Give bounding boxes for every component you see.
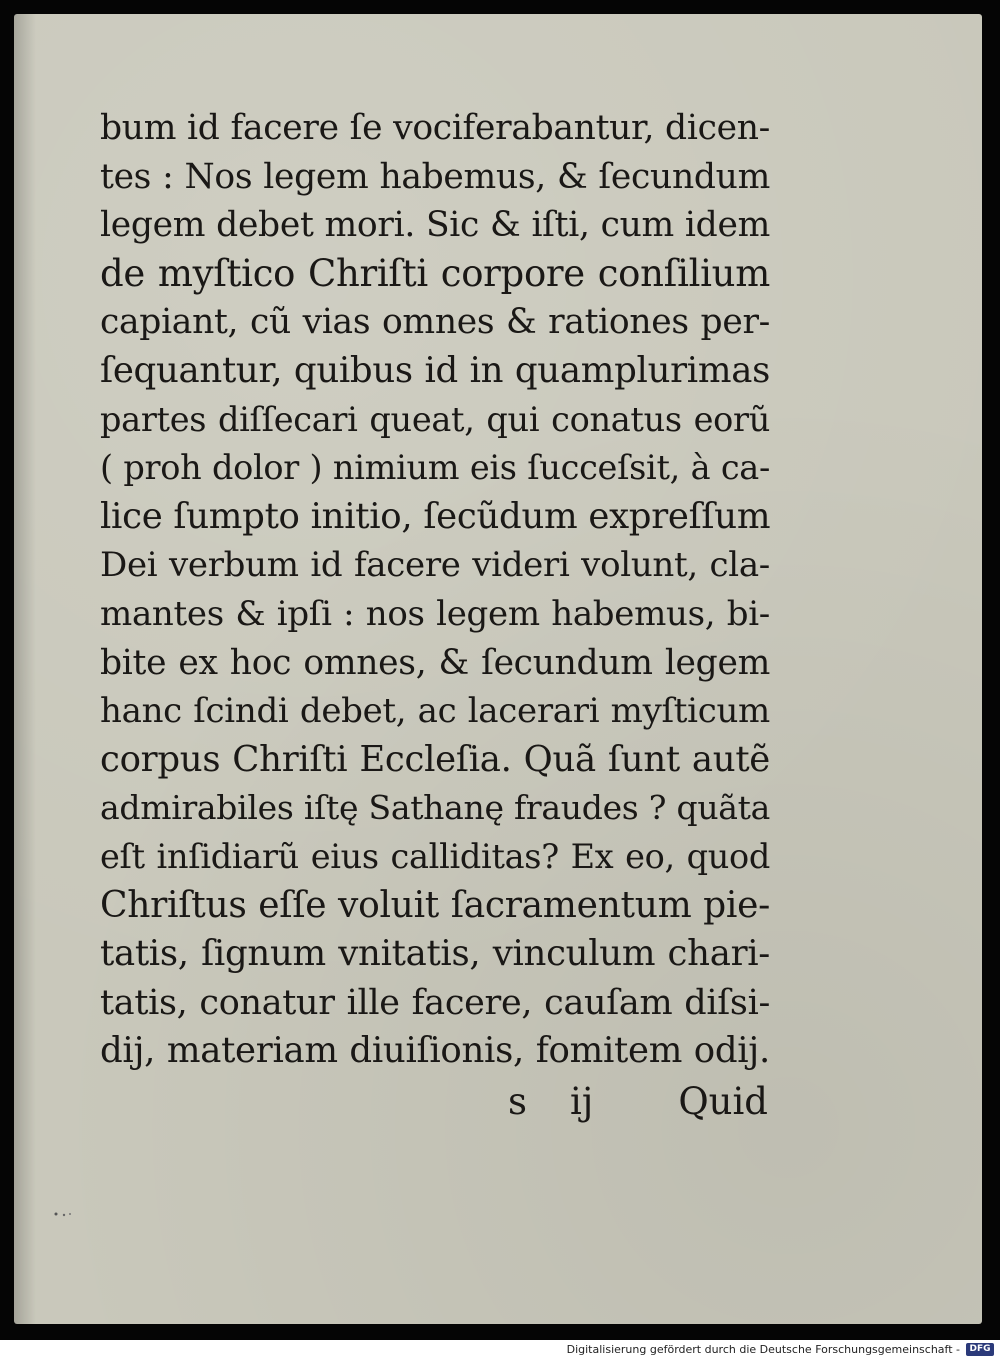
text-line-2: tes : Nos legem habemus, & ſecundum bbox=[100, 156, 770, 197]
page-text-block bbox=[100, 104, 770, 1076]
stain-dots-icon bbox=[52, 1209, 92, 1219]
gutter-shadow bbox=[14, 14, 36, 1324]
catchword: Quid bbox=[678, 1080, 768, 1123]
text-line-17: Chriſtus eſſe voluit ſacramentum pie- bbox=[100, 884, 770, 926]
text-line-6: ſequantur, quibus id in quamplurimas bbox=[100, 349, 770, 391]
text-line-19: tatis, conatur ille facere, cauſam diſsi- bbox=[100, 982, 770, 1023]
text-line-8: ( proh dolor ) nimium eis ſucceſsit, à ca- bbox=[100, 448, 770, 488]
text-line-7: partes diſſecari queat, qui conatus eorũ bbox=[100, 399, 770, 439]
text-line-9: lice ſumpto initio, ſecũdum expreſſum bbox=[100, 495, 771, 537]
text-line-18: tatis, ſignum vnitatis, vinculum chari- bbox=[100, 933, 770, 975]
dfg-logo-icon: DFG bbox=[966, 1343, 994, 1356]
text-line-11: mantes & ipſi : nos legem habemus, bi- bbox=[100, 593, 770, 634]
text-line-14: corpus Chriſti Eccleſia. Quã ſunt autẽ bbox=[100, 738, 770, 780]
signature-mark: s bbox=[508, 1080, 527, 1123]
paper-stain-mark bbox=[52, 1208, 92, 1218]
text-line-10: Dei verbum id facere videri volunt, cla- bbox=[100, 545, 770, 586]
text-line-15: admirabiles iſtę Sathanę fraudes ? quãta bbox=[100, 788, 770, 828]
text-line-3: legem debet mori. Sic & iſti, cum idem bbox=[100, 205, 770, 246]
page-footer bbox=[100, 1080, 768, 1130]
text-line-4: de myſtico Chriſti corpore conſilium bbox=[100, 251, 770, 295]
text-line-13: hanc ſcindi debet, ac lacerari myſticum bbox=[100, 691, 770, 732]
text-line-1: bum id facere ſe vociferabantur, dicen- bbox=[100, 108, 770, 148]
credit-bar bbox=[0, 1340, 1000, 1360]
funding-credit-text: Digitalisierung gefördert durch die Deutsche Forschungsgemeinschaft - bbox=[566, 1343, 960, 1356]
text-line-12: bite ex hoc omnes, & ſecundum legem bbox=[100, 642, 770, 683]
text-line-20: dij, materiam diuiſionis, fomitem odij. bbox=[100, 1030, 770, 1072]
signature-number: ij bbox=[570, 1080, 594, 1123]
text-line-5: capiant, cũ vias omnes & rationes per- bbox=[100, 302, 770, 343]
text-line-16: eſt inſidiarũ eius calliditas? Ex eo, quod bbox=[100, 836, 770, 876]
